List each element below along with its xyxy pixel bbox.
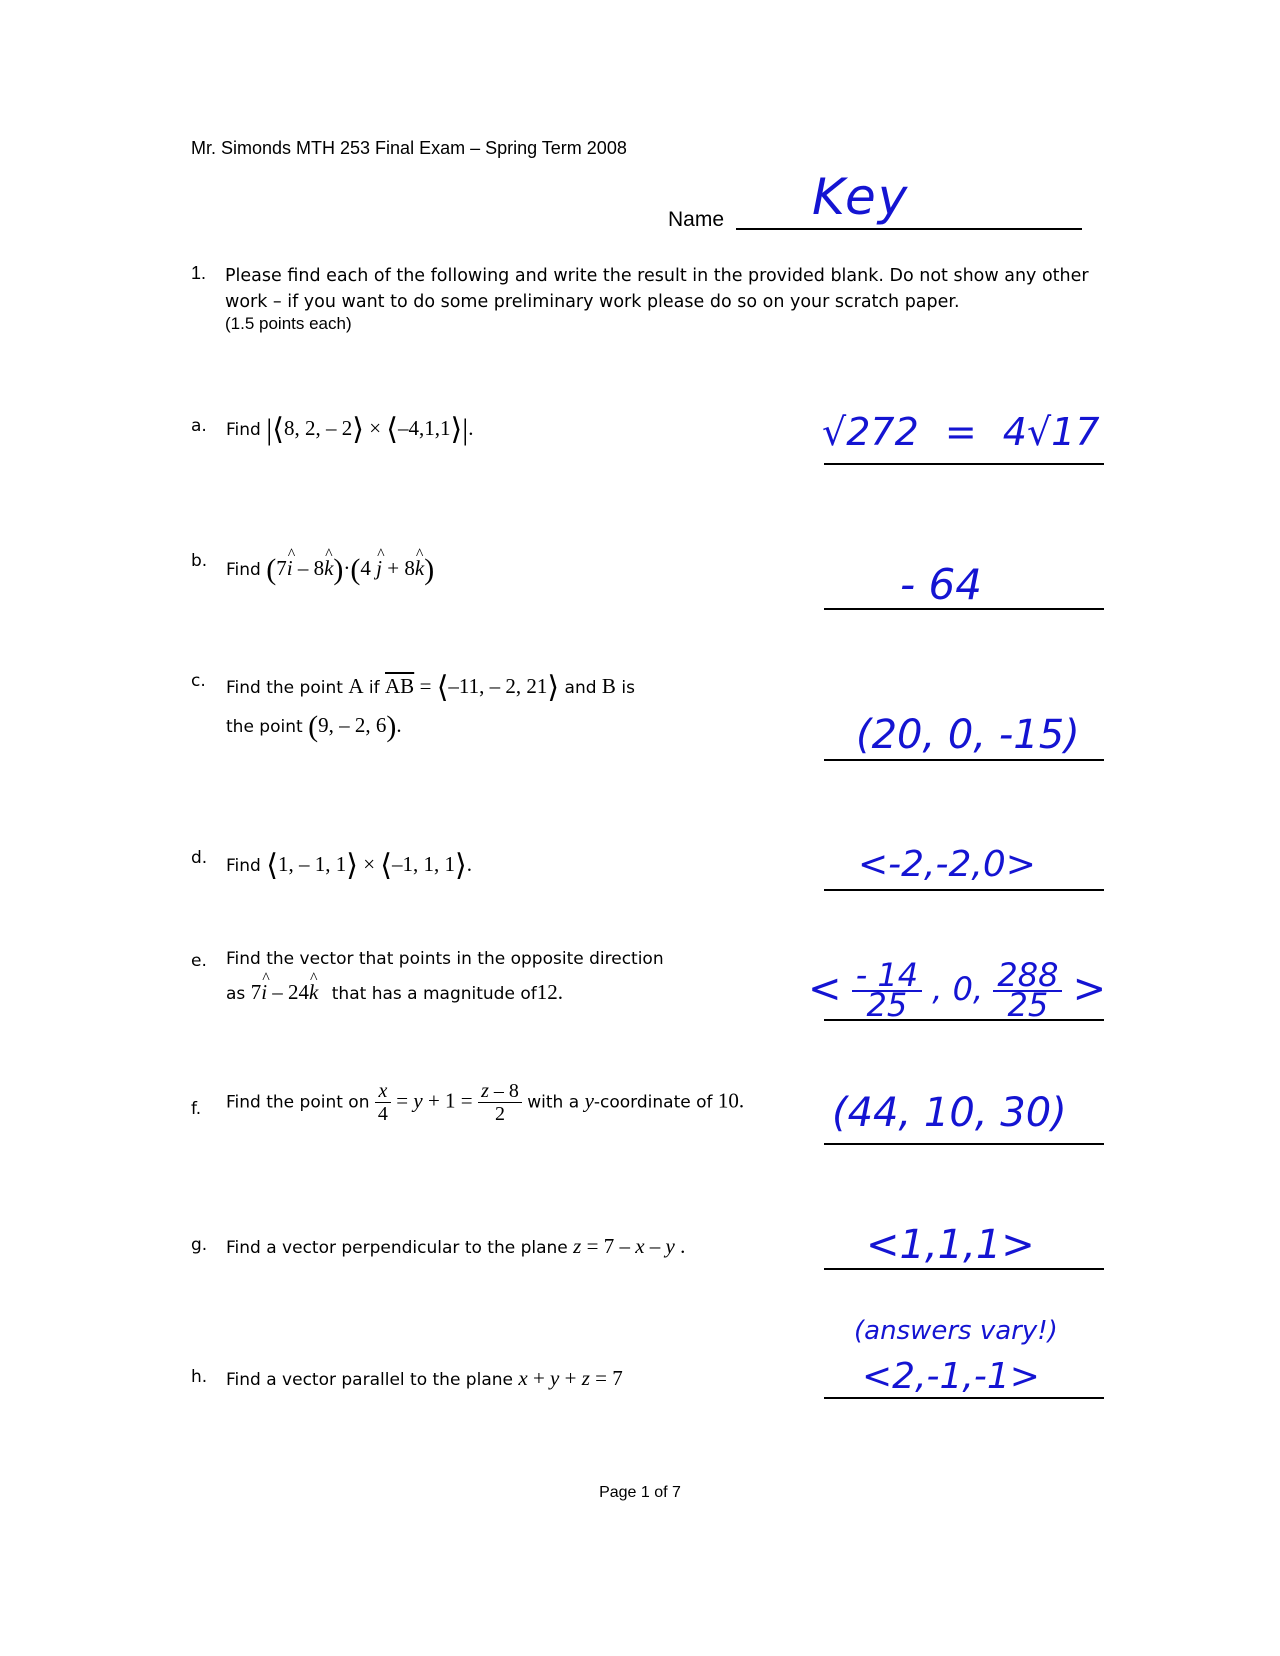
problem-b-find: Find [226,560,261,580]
problem-h-note: (answers vary!) [854,1316,1058,1346]
instructions: Please find each of the following and write the result in the provided blank. Do not show any other work – if you want to do some preliminary work please do so on your scratch paper. [225,266,1089,312]
problem-e-line2: as 7i ^ – 24k ^ that has a magnitude of12. [226,980,563,1005]
problem-e-line1: Find the vector that points in the opposite direction [226,949,664,969]
problem-a-find: Find [226,420,261,440]
exam-header: Mr. Simonds MTH 253 Final Exam – Spring Term 2008 [191,138,627,158]
problem-b-answer-line [824,608,1104,610]
problem-g-answer: <1,1,1> [866,1222,1035,1268]
problem-d-answer-line [824,889,1104,891]
problem-f-answer: (44, 10, 30) [832,1090,1067,1136]
problem-a-text [226,412,474,447]
problem-e-answer: < $\frac{- 14}{25}$ , 0, $\frac{288}{25}$ > [808,956,1107,1024]
name-line [736,228,1082,230]
problem-g-text: Find a vector perpendicular to the plane z = 7 – x – y . [226,1234,686,1258]
problem-c-label: c. [191,671,206,691]
problem-f-answer-line [824,1143,1104,1145]
problem-c-line1: Find the point A if $\overline{AB}$ = ⟨–11, – 2, 21⟩ and B is [226,671,635,704]
problem-d-answer: <-2,-2,0> [858,844,1036,885]
points-note: (1.5 points each) [225,314,352,333]
problem-a-expression: |⟨8, 2, – 2⟩ × ⟨–4,1,1⟩|. [266,413,474,446]
name-value-handwritten: Key [812,168,910,226]
problem-d-text [226,848,472,883]
problem-a-label: a. [191,416,207,436]
problem-c-answer: (20, 0, -15) [856,712,1080,758]
problem-h-text: Find a vector parallel to the plane x + y + z = 7 [226,1366,623,1390]
problem-b-text [226,553,434,587]
problem-a-answer: √272 = 4√17 [822,410,1100,454]
problem-e-answer-line [824,1019,1104,1021]
name-label: Name [668,208,725,231]
problem-b-answer: - 64 [900,560,982,609]
problem-g-label: g. [191,1235,208,1255]
problem-h-label: h. [191,1367,208,1387]
problem-b-label: b. [191,551,208,571]
problem-f-text: Find the point on $\frac{x}{4}$ = y + 1 = $\frac{z - 8}{2}$ with a y-coordinate of 10. [226,1080,745,1125]
problem-f-label: f. [191,1099,202,1119]
question-number: 1. [191,263,207,283]
problem-h-answer-line [824,1397,1104,1399]
problem-b-expression: (7i ^ – 8k ^)·(4 j ^ + 8k ^) [266,556,434,580]
problem-d-find: Find [226,856,261,876]
page-number: Page 1 of 7 [599,1484,681,1501]
problem-a-answer-line [824,463,1104,465]
problem-d-expression: ⟨1, – 1, 1⟩ × ⟨–1, 1, 1⟩. [266,849,472,882]
problem-c-line2: the point (9, – 2, 6). [226,710,402,743]
problem-c-answer-line [824,759,1104,761]
problem-d-label: d. [191,848,208,868]
problem-g-answer-line [824,1268,1104,1270]
problem-e-label: e. [191,951,207,971]
problem-h-answer: <2,-1,-1> [862,1356,1040,1397]
